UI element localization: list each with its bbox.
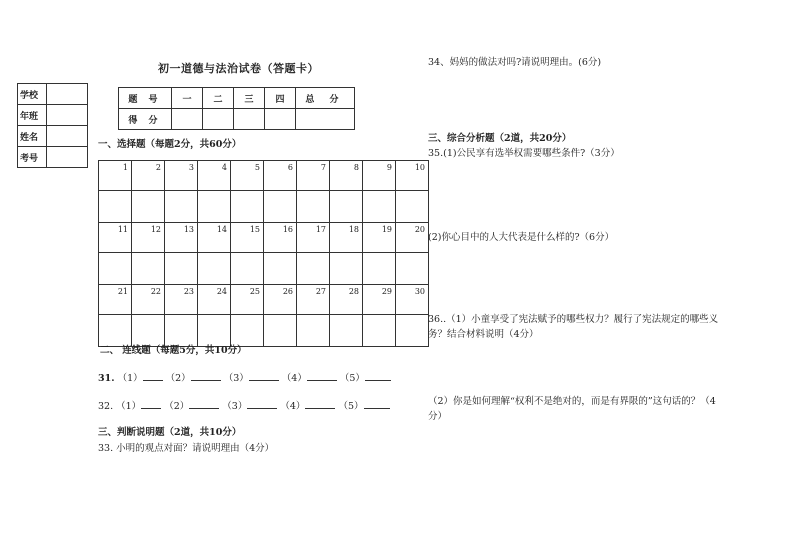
choice-number-cell: 14 <box>198 223 231 253</box>
choice-number-cell: 26 <box>264 285 297 315</box>
answer-blank[interactable] <box>141 398 161 409</box>
choice-number-cell: 18 <box>330 223 363 253</box>
choice-number-cell: 7 <box>297 161 330 191</box>
choice-answer-cell[interactable] <box>132 253 165 285</box>
choice-number-cell: 21 <box>99 285 132 315</box>
choice-answer-cell[interactable] <box>396 191 429 223</box>
choice-number-cell: 28 <box>330 285 363 315</box>
grid-answer-row <box>99 191 429 223</box>
match-label: （5） <box>338 401 364 412</box>
choice-number-cell: 10 <box>396 161 429 191</box>
choice-number-cell: 22 <box>132 285 165 315</box>
answer-blank[interactable] <box>191 370 221 381</box>
question-34: 34、妈妈的做法对吗?请说明理由。(6分) <box>428 57 602 68</box>
choice-answer-cell[interactable] <box>198 191 231 223</box>
question-35-part2: (2)你心目中的人大代表是什么样的?（6分） <box>428 232 615 243</box>
score-cell-2[interactable] <box>203 109 234 130</box>
score-cell-total[interactable] <box>296 109 355 130</box>
grid-answer-row <box>99 253 429 285</box>
score-cell-1[interactable] <box>172 109 203 130</box>
score-header-1: 一 <box>172 88 203 109</box>
choice-answer-cell[interactable] <box>396 253 429 285</box>
match-label: （1） <box>116 401 142 412</box>
choice-number-cell: 27 <box>297 285 330 315</box>
choice-number-cell: 25 <box>231 285 264 315</box>
choice-answer-cell[interactable] <box>297 191 330 223</box>
page-title: 初一道德与法治试卷（答题卡） <box>158 62 319 75</box>
choice-answer-cell[interactable] <box>165 191 198 223</box>
score-header-4: 四 <box>265 88 296 109</box>
info-label-school: 学校 <box>18 84 47 105</box>
student-info-table <box>17 83 88 168</box>
choice-answer-grid <box>98 160 429 347</box>
choice-number-cell: 2 <box>132 161 165 191</box>
grid-number-row <box>99 223 429 253</box>
choice-answer-cell[interactable] <box>99 253 132 285</box>
choice-number-cell: 24 <box>198 285 231 315</box>
answer-blank[interactable] <box>307 370 337 381</box>
question-33: 33. 小明的观点对面？请说明理由（4分） <box>98 443 275 454</box>
choice-answer-cell[interactable] <box>264 253 297 285</box>
choice-answer-cell[interactable] <box>198 253 231 285</box>
grid-number-row <box>99 285 429 315</box>
section-judgement-heading: 三、判断说明题（2道，共10分） <box>98 427 242 438</box>
answer-blank[interactable] <box>364 398 390 409</box>
choice-number-cell: 19 <box>363 223 396 253</box>
answer-blank[interactable] <box>143 370 163 381</box>
choice-number-cell: 17 <box>297 223 330 253</box>
choice-answer-cell[interactable] <box>231 191 264 223</box>
choice-number-cell: 1 <box>99 161 132 191</box>
match-label: （4） <box>280 401 306 412</box>
choice-number-cell: 3 <box>165 161 198 191</box>
answer-blank[interactable] <box>365 370 391 381</box>
score-cell-3[interactable] <box>234 109 265 130</box>
choice-answer-cell[interactable] <box>363 253 396 285</box>
question-36-part2-line1: （2）你是如何理解“权利不是绝对的，而是有界限的”这句话的？（4 <box>428 396 716 407</box>
score-row-label: 得 分 <box>119 109 172 130</box>
match-label: （5） <box>339 373 365 384</box>
choice-answer-cell[interactable] <box>132 191 165 223</box>
choice-number-cell: 11 <box>99 223 132 253</box>
choice-answer-cell[interactable] <box>99 191 132 223</box>
choice-answer-cell[interactable] <box>330 191 363 223</box>
match-label: （3） <box>223 373 249 384</box>
choice-answer-cell[interactable] <box>165 253 198 285</box>
info-label-name: 姓名 <box>18 126 47 147</box>
score-cell-4[interactable] <box>265 109 296 130</box>
q32-line <box>98 398 390 412</box>
q31-line <box>98 370 391 384</box>
grid-number-row <box>99 161 429 191</box>
info-school-field[interactable] <box>47 84 88 105</box>
choice-number-cell: 23 <box>165 285 198 315</box>
answer-blank[interactable] <box>249 370 279 381</box>
info-label-class: 年班 <box>18 105 47 126</box>
choice-number-cell: 15 <box>231 223 264 253</box>
q32-number: 32. <box>98 401 114 412</box>
answer-blank[interactable] <box>247 398 277 409</box>
choice-number-cell: 29 <box>363 285 396 315</box>
choice-number-cell: 5 <box>231 161 264 191</box>
answer-blank[interactable] <box>305 398 335 409</box>
info-class-field[interactable] <box>47 105 88 126</box>
question-36-part1-line1: 36..（1）小童享受了宪法赋予的哪些权力？履行了宪法规定的哪些义 <box>428 314 719 325</box>
info-label-id: 考号 <box>18 147 47 168</box>
score-header-label: 题 号 <box>119 88 172 109</box>
choice-answer-cell[interactable] <box>297 315 330 347</box>
choice-number-cell: 16 <box>264 223 297 253</box>
match-label: （4） <box>281 373 307 384</box>
info-id-field[interactable] <box>47 147 88 168</box>
answer-blank[interactable] <box>189 398 219 409</box>
choice-number-cell: 4 <box>198 161 231 191</box>
info-name-field[interactable] <box>47 126 88 147</box>
choice-answer-cell[interactable] <box>363 191 396 223</box>
choice-number-cell: 30 <box>396 285 429 315</box>
choice-answer-cell[interactable] <box>396 315 429 347</box>
score-header-total: 总 分 <box>296 88 355 109</box>
choice-number-cell: 12 <box>132 223 165 253</box>
match-label: （2） <box>164 401 190 412</box>
choice-answer-cell[interactable] <box>264 315 297 347</box>
question-35-part1: 35.(1)公民享有选举权需要哪些条件?（3分） <box>428 148 620 159</box>
choice-answer-cell[interactable] <box>264 191 297 223</box>
section-analysis-heading: 三、综合分析题（2道，共20分） <box>428 133 572 144</box>
choice-number-cell: 13 <box>165 223 198 253</box>
choice-answer-cell[interactable] <box>297 253 330 285</box>
section-choice-heading: 一、选择题（每题2分，共60分） <box>98 139 242 150</box>
choice-answer-cell[interactable] <box>231 253 264 285</box>
q31-number: 31. <box>98 373 115 384</box>
score-table <box>118 87 355 130</box>
choice-answer-cell[interactable] <box>330 315 363 347</box>
choice-number-cell: 9 <box>363 161 396 191</box>
question-36-part1-line2: 务？结合材料说明（4分） <box>428 329 539 340</box>
match-label: （2） <box>165 373 191 384</box>
score-header-3: 三 <box>234 88 265 109</box>
choice-answer-cell[interactable] <box>363 315 396 347</box>
choice-number-cell: 8 <box>330 161 363 191</box>
choice-number-cell: 6 <box>264 161 297 191</box>
choice-answer-cell[interactable] <box>330 253 363 285</box>
question-36-part2-line2: 分） <box>428 411 448 422</box>
section-matching-heading: 二、 连线题（每题5分，共10分） <box>100 345 247 356</box>
match-label: （1） <box>117 373 143 384</box>
choice-number-cell: 20 <box>396 223 429 253</box>
score-header-2: 二 <box>203 88 234 109</box>
match-label: （3） <box>222 401 248 412</box>
